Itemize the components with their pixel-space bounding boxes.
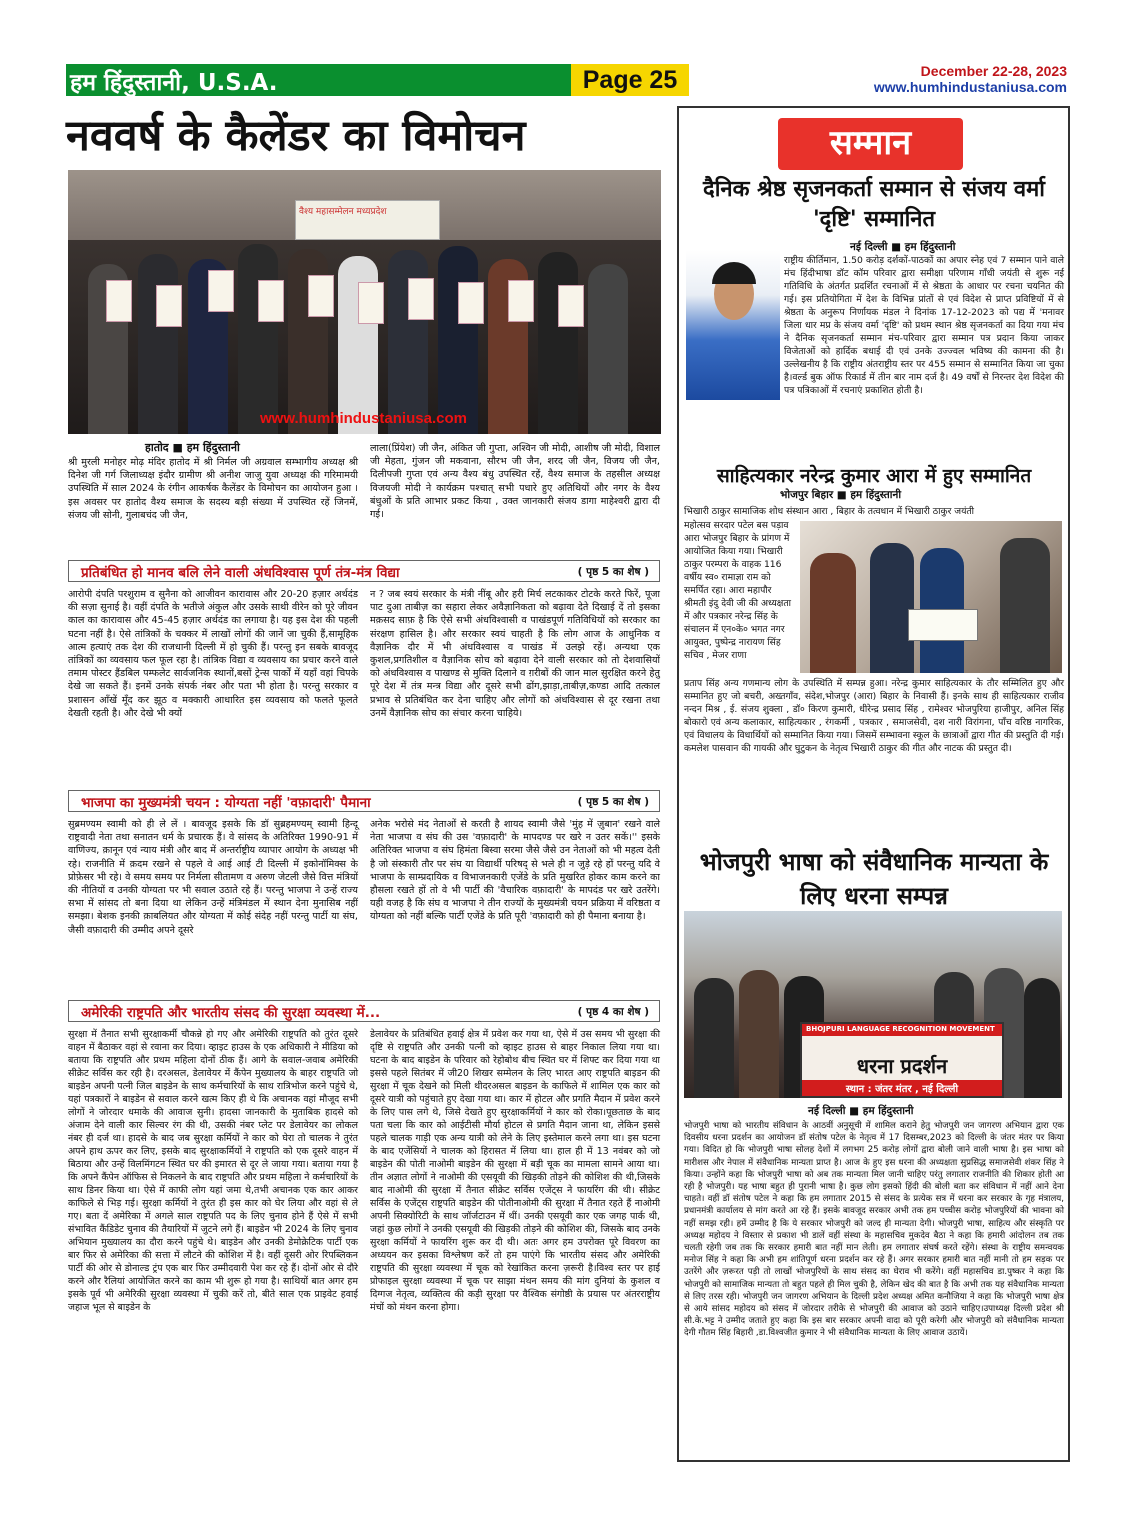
bhojpuri-text: भोजपुरी भाषा को भारतीय संविधान के आठवीं अनुसूची में शामिल कराने हेतु भोजपुरी जन जागरण अभियान द्वारा एक दिवसीय धरना प्रदर्शन का आयोजन डॉ संतोष पटेल के नेतृत्व में 17 दिसम्बर,2023 को दिल्ली के जंतर मंतर पर किया गया। विदित हो कि भोजपुरी भाषा सोलह देशों में लगभग 25 करोड़ लोगों द्वारा बोली जाने वाली भाषा है। इस भाषा को मारीशस और नेपाल में संवैधानिक मान्यता प्राप्त है। आज के हुए इस धरना की अध्यक्षता सुप्रसिद्ध समाजसेवी शंकर सिंह ने किया। उन्होंने कहा कि भोजपुरी भाषा को अब तक मान्यता मिल जानी चाहिए परंतु लगातार राजनीति की शिकार होती आ रही है भोजपुरी। यह भाषा बहुत ही पुरानी भाषा है। कुछ लोग इसको हिंदी की बोली बता कर संविधान में नहीं आने देना चाहते। वहीं डॉ संतोष पटेल ने कहा कि हम लगातार 2015 से संसद के प्रत्येक सत्र में धरना कर सरकार के गृह मंत्रालय, प्रधानमंत्री कार्यालय से मांग करते आ रहे हैं। इसके बावजूद सरकार अभी तक हम पच्चीस करोड़ भोजपुरियों की भावना को नहीं समझ रही। हमें उम्मीद है कि ये सरकार भोजपुरी को जल्द ही मान्यता देगी। भोजपुरी भाषा, साहित्य और संस्कृति पर अध्यक्ष महोदय ने विस्तार से प्रकाश भी डालें वहीं संस्था के महासचिव मुकदेव बैठा ने कहा कि हमारी आंदोलन तब तक चलती रहेगी जब तक कि सरकार हमारी बात नहीं मान लेती। हम लगातार संघर्ष करते रहेंगे। संस्था के राष्ट्रीय समन्वयक मनोज सिंह ने कहा कि अभी हम शांतिपूर्ण धरना प्रदर्शन कर रहे हैं। अगर सरकार हमारी बात नहीं मानी तो हम सड़क पर उतरेंगे और ज़रूरत पड़ी तो लाखों भोजपुरियों के साथ संसद का घेराव भी करेंगे। वहीं महासचिव डा.पुष्कर ने कहा कि भोजपुरी को सामाजिक मान्यता तो बहुत पहले ही मिल चुकी है, लेकिन खेद की बात है कि अभी तक यह संवैधानिक मान्यता से लिए तरस रही। भोजपुरी जन जागरण अभियान के दिल्ली प्रदेश अध्यक्ष अमित कनौजिया ने कहा कि भोजपुरी भाषा क्षेत्र से आये सांसद महोदय को संसद में जोरदार तरीके से भोजपुरी की आवाज को उठाने चाहिए।उपाध्यक्ष दिल्ली प्रदेश श्री सी.के.भट्ट ने उम्मीद जताते हुए कहा कि इस बार सरकार अपनी वादा को पूरी करेगी और भोजपुरी को संवैधानिक मान्यता देगी गौतम सिंह बिहारी ,डा.विश्वजीत कुमार ने भी संवैधानिक मान्यता के लिए आवाज उठायें। (684, 1121, 1064, 1339)
section-text-right: अनेक भरोसे मंद नेताओं से करती है शायद स्वामी जैसे 'मुंह में ज़ुबान' रखने वाले नेता भाजपा व संघ की उस 'वफ़ादारी' के मापदण्ड पर खरे न उतर सकें।'' इसके अतिरिक्त भाजपा व संघ हिमंता बिस्वा सरमा जैसे जैसे उन नेताओं को भी महत्व देती है जो संस्कारी तौर पर संघ या विद्यार्थी परिषद् से भले ही न जुड़े रहे हों परन्तु यदि वे भाजपा के साम्प्रदायिक व विभाजनकारी एजेंडे के प्रति मुखरित होकर काम करने का हौसला रखते हों तो वे भी पार्टी की 'वैचारिक वफ़ादारी' के मापदंड पर खरे उतरेंगे। यही वजह है कि संघ व भाजपा ने तीन राज्यों के मुख्यमंत्री चयन प्रक्रिया में वरिष्ठता व योग्यता को नहीं बल्कि पार्टी एजेंडे के प्रति पूरी 'वफ़ादारी को ही पैमाना बनाया है। (370, 819, 660, 923)
section-text-left: सुब्रमण्यम स्वामी को ही ले लें । बावजूद इसके कि डॉ सुब्रहमण्यम् स्वामी हिन्दू राष्ट्रवादी नेता तथा सनातन धर्म के प्रचारक हैं। वे सांसद के अतिरिक्त 1990-91 में वाणिज्य, क़ानून एवं न्याय मंत्री और बाद में अन्तर्राष्ट्रीय व्यापार आयोग के अध्यक्ष भी रहे। राजनीति में क़दम रखने से पहले वे आई आई टी दिल्ली में इकोनॉमिक्स के प्रोफ़ेसर भी रहे। वे समय समय पर निर्मला सीतामण व अरुण जेटली जैसे वित्त मंत्रियों की नीतियों व उनकी योग्यता पर भी सवाल उठाते रहे हैं। परन्तु भाजपा ने उन्हें राज्य सभा में सांसद तो बना दिया था लेकिन उन्हें मंत्रिमंडल में स्थान देना मुनासिब नहीं समझा। बेशक इनकी क़ाबलियत और योग्यता में कोई संदेह नहीं परन्तु पार्टी या संघ, जैसी वफ़ादारी की उम्मीद अपने दूसरे (68, 819, 358, 936)
samman-text: राष्ट्रीय कीर्तिमान, 1.50 करोड़ दर्शकों-पाठकों का अपार स्नेह एवं 7 सम्मान पाने वाले मंच हिंदीभाषा डॉट कॉम परिवार द्वारा समीक्षा परिणाम गाँधी जयंती से शुरू नई गतिविधि के अंतर्गत प्रदर्शित रचनाओं में से श्रेष्ठता के आधार पर रचना चयनित की गई। इस प्रतियोगिता में देश के विभिन्न प्रांतों से एवं विदेश से प्राप्त प्रविष्टियों में से श्रेष्ठता के अनुरूप निर्णायक मंडल ने दिनांक 17-12-2023 को पद्य में 'मनावर जिला धार मप्र के संजय वर्मा 'दृष्टि' को प्रथम स्थान श्रेष्ठ सृजनकर्ता का दिया गया मंच ने दैनिक सृजनकर्ता सम्मान मंच-परिवार द्वारा सम्मान पत्र प्रदान किया जाकर विजेताओं को हार्दिक बधाई दी एवं उनके उज्ज्वल भविष्य की कामना की है।उल्लेखनीय है कि राष्ट्रीय अंतराष्ट्रीय स्तर पर 455 सम्मान से सम्मानित किया जा चुका है।वर्ल्ड बुक ऑफ रिकार्ड में तीन बार नाम दर्ज है। 49 वर्षों से निरन्तर देश विदेश की पत्र पत्रिकाओं में रचनाएं प्रकाशित होती है। (784, 255, 1064, 396)
section-title: प्रतिबंधित हो मानव बलि लेने वाली अंधविश्वास पूर्ण तंत्र-मंत्र विद्या (81, 565, 400, 581)
section-text-right: न ? जब स्वयं सरकार के मंत्री नींबू और हरी मिर्च लटकाकर टोटके करते फिरें, पूजा पाट दुआ ताबीज़ का सहारा लेकर अवैज्ञानिकता को बढ़ावा देते दिखाई दें तो इसका मक़सद साफ़ है कि ऐसे सभी अंधविश्वासी व पाखंडपूर्ण गतिविधियों को सरकार का संरक्षण हासिल है। और सरकार स्वयं चाहती है कि लोग आज के आधुनिक व वैज्ञानिक दौर में भी अंधविश्वास व पाखंड में उलझे रहें। अन्यथा एक कुशल,प्रगतिशील व वैज्ञानिक सोच को बढ़ावा देने वाली सरकार को तो देशवासियों को अंधविश्वास व पाखण्ड से मुक्ति दिलाने व ग़रीबों की जान माल सुरक्षित करने हेतु पूरे देश में तंत्र मन्त्र विद्या और दूसरे सभी ढोंग,झाड़ा,ताबीज़,कण्डा आदि तत्काल प्रभाव से प्रतिबंधित कर देना चाहिए और लोगों को अंधविश्वास से दूर रखना तथा उनमें वैज्ञानिक सोच का संचार करना चाहिये। (370, 589, 660, 719)
narendra-text-side: महोत्सव सरदार पटेल बस पड़ाव आरा भोजपुर बिहार के प्रांगण में आयोजित किया गया। भिखारी ठाकुर परम्परा के वाहक 116 वर्षीय स्व० रामाज्ञा राम को समर्पित रहा। आरा महापौर श्रीमती इंदु देवी जी की अध्यक्षता में और पत्रकार नरेन्द्र सिंह के संचालन में एन०के० भगत नगर आयुक्त, पुष्पेन्द्र नारायण सिंह सचिव , मेजर राणा (684, 520, 791, 661)
dharna-banner-main: धरना प्रदर्शन (856, 1054, 948, 1078)
section-header (68, 1000, 660, 1022)
narendra-text-top: भिखारी ठाकुर सामाजिक शोध संस्थान आरा , बिहार के तत्वधान में भिखारी ठाकुर जयंती (684, 506, 975, 517)
section-header (68, 790, 660, 812)
section-continued: ( पृष्ठ 5 का शेष ) (577, 796, 649, 808)
section-text-left: सुरक्षा में तैनात सभी सुरक्षाकर्मी चौकन्ने हो गए और अमेरिकी राष्ट्रपति को तुरंत दूसरे वाहन में बैठाकर वहां से रवाना कर दिया। व्हाइट हाउस के एक अधिकारी ने मीडिया को बताया कि राष्ट्रपति और प्रथम महिला दोनों ठीक हैं। आगे के सवाल-जवाब अमेरिकी सीक्रेट सर्विस कर रही है। दरअसल, डेलावेयर में कैंपेन मुख्यालय के बाहर राष्ट्रपति जो बाइडेन अपनी पत्नी जिल बाइडेन के साथ कर्मचारियों के साथ रात्रिभोज करने पहुंचे थे, यहां पत्रकारों ने बाइडेन से सवाल करने खत्म किए ही थे कि अचानक वहां मौजूद सभी लोगों ने जोरदार धमाके की आवाज सुनी। हादसा जानकारी के मुताबिक हादसे को अंजाम देने वाली कार सिल्वर रंग की थी, उसकी नंबर प्लेट पर डेलावेयर का लोकल नंबर ही दर्ज था। हादसे के बाद जब सुरक्षा कर्मियों ने कार को घेरा तो चालक ने तुरंत अपने हाथ ऊपर कर लिए, इसके बाद सुरक्षाकर्मियों ने राष्ट्रपति को एक दूसरे वाहन में बिठाया और उन्हें विलमिंगटन स्थित घर की इमारत से दूर ले जाया गया। बताया गया है कि अपने कैंपेन ऑफिस से निकलने के बाद राष्ट्रपति और प्रथम महिला ने कर्मचारियों के साथ डिनर किया था। ऐसे में काफी लोग यहां जमा थे,तभी अचानक एक कार आकर काफिले से भिड़ गई। सुरक्षा कर्मियों ने तुरंत ही इस कार को घेर लिया और वहां से ले गए। बता दें अमेरिका में अगले साल राष्ट्रपति पद के लिए चुनाव होने हैं ऐसे में सभी संभावित कैंडिडेट चुनाव की तैयारियों में जुटने लगे हैं। बाइडेन भी 2024 के लिए चुनाव अभियान मुख्यालय का दौरा करने पहुंचे थे। बाइडेन और उनकी डेमोक्रेटिक पार्टी एक बार फिर से अमेरिका की सत्ता में लौटने की कोशिश में है। वहीं दूसरी ओर रिपब्लिकन पार्टी की ओर से डोनाल्ड ट्रंप एक बार फिर उम्मीदवारी पेश कर रहे हैं। दोनों ओर से दौरे करने और रैलियां आयोजित करने का काम भी शुरू हो गया है। साथियों बात अगर हम इसके पूर्व भी अमेरिकी सुरक्षा व्यवस्था में चुकी करें तो, बीते साल एक प्राइवेट हवाई जहाज भूल से बाइडेन के (68, 1029, 358, 1313)
narendra-credit: भोजपुर बिहार ■ हम हिंदुस्तानी (780, 489, 902, 501)
section-continued: ( पृष्ठ 4 का शेष ) (577, 1006, 649, 1018)
section-title: अमेरिकी राष्ट्रपति और भारतीय संसद की सुरक्षा व्यवस्था में... (81, 1005, 381, 1021)
samman-credit: नई दिल्ली ■ हम हिंदुस्तानी (850, 241, 956, 253)
dharna-banner-place: स्थान : जंतर मंतर , नई दिल्ली (845, 1084, 959, 1095)
page-number: Page 25 (568, 64, 689, 96)
bhojpuri-credit: नई दिल्ली ■ हम हिंदुस्तानी (808, 1105, 914, 1117)
dharna-banner-top: BHOJPURI LANGUAGE RECOGNITION MOVEMENT (806, 1025, 995, 1033)
story-text-left: श्री मुरली मनोहर मोढ़ मंदिर हातोद में श्री निर्मल जी अग्रवाल सम्भागीय अध्यक्ष श्री दिनेश जी गर्ग जिलाध्यक्ष इंदौर ग्रामीण श्री अनीश जाजु युवा अध्यक्ष की गरिमामयी उपस्थिति में साल 2024 के रंगीन आकर्षक कैलेंडर के विमोचन का आयोजन हुआ । इस अवसर पर हातोद वैश्य समाज के सदस्य बड़ी संख्या में उपस्थित रहें जिनमें, संजय जी सोनी, गुलाबचंद जी जैन, (68, 457, 358, 521)
masthead-title: हम हिंदुस्तानी, U.S.A. (70, 70, 278, 96)
section-title: भाजपा का मुख्यमंत्री चयन : योग्यता नहीं 'वफ़ादारी' पैमाना (81, 795, 371, 811)
website-link[interactable]: www.humhindustaniusa.com (873, 79, 1067, 95)
narendra-headline: साहित्यकार नरेन्द्र कुमार आरा में हुए सम्मानित (716, 465, 1032, 487)
main-headline: नववर्ष के कैलेंडर का विमोचन (66, 111, 526, 161)
samman-badge: सम्मान (778, 118, 963, 170)
narendra-text-bottom: प्रताप सिंह अन्य गणमान्य लोग के उपस्थिति में सम्पन्न हुआ। नरेन्द्र कुमार साहित्यकार के तौर सम्मिलित हुए और सम्मानित हुए जो बचरी, अख्तगाँव, संदेश,भोजपुर (आरा) बिहार के निवासी हैं। इनके साथ ही साहित्यकार राजीव नन्दन मिश्र , ई. संजय शुक्ला , डॉ० किरण कुमारी, धीरेन्द्र प्रसाद सिंह , रामेश्वर भोजपुरिया हाजीपुर, अनिल सिंह बोकारो एवं अन्य कलाकार, साहित्यकार , रंगकर्मी , पत्रकार , समाजसेवी, दश नारी विरांगना, पाँच वरिष्ठ नागरिक, एवं विधालय के विधार्थियों को सम्मानित किया गया। जिसमें सम्भावना स्कूल के छात्राओं द्वारा गीत की प्रस्तुति दी गई। कमलेश पासवान की गायकी और घुटुकन के नेतृत्व भिखारी ठाकुर की गीत और नाटक की प्रस्तुत दी। (684, 678, 1064, 754)
section-text-left: आरोपी दंपति परशुराम व सुनैना को आजीवन कारावास और 20-20 हज़ार अर्थदंड की सज़ा सुनाई है। वहीं दंपति के भतीजे अंकुल और उसके साथी वीरेन को पूरे जीवन काल का कारावास और 45-45 हज़ार अर्थदंड का लगाया है। यह इस देश की पहली घटना नहीं है। ऐसे तांत्रिकों के चक्कर में लाखों लोगों की जानें जा चुकी हैं,सामूहिक आत्म हत्याएं तक देश की राजधानी दिल्ली में हो चुकी हैं। परन्तु इन सबके बावजूद तांत्रिकों का व्यवसाय फल फूल रहा है। तांत्रिक विद्या व व्यवसाय का प्रचार करने वाले तमाम पोस्टर हैंडबिल पम्फलेट सार्वजनिक स्थानों,बसों ट्रेन्स पार्कों में यहाँ वहां चिपके देखे जा सकते हैं। इनमें उनके संपर्क नंबर और पता भी होता है। परन्तु सरकार व प्रशासन आँखें मूँद कर झूठ व मक्कारी आधारित इस व्यवसाय को फलते फूलते देखती रहती है। और देखे भी क्यों (68, 589, 358, 719)
photo-watermark: www.humhindustaniusa.com (260, 410, 467, 427)
bhojpuri-headline: भोजपुरी भाषा को संवैधानिक मान्यता के लिए धरना सम्पन्न (699, 848, 1049, 910)
story-text-right: लाला(प्रिंयेश) जी जैन, अंकित जी गुप्ता, अश्विन जी मोदी, आशीष जी मोदी, विशाल जी मेहता, गुंजन जी मकवाना, सौरभ जी जैन, शरद जी जैन, विजय जी जैन, दिलीपजी गुप्ता एवं अन्य वैश्य बंधु उपस्थित रहें, वैश्य समाज के तहसील अध्यक्ष विजयजी मोदी ने कार्यक्रम पश्चात् सभी पधारे हुए अतिथियों और नगर के वैश्य बंधुओं के प्रति आभार प्रकट किया , उक्त जानकारी संजय डागा माहेश्वरी द्वारा दी गई। (370, 443, 660, 521)
photo-banner: वैश्य महासम्मेलन मध्यप्रदेश (295, 200, 440, 240)
award-photo (800, 521, 1062, 673)
section-text-right: डेलावेयर के प्रतिबंधित हवाई क्षेत्र में प्रवेश कर गया था, ऐसे में उस समय भी सुरक्षा की दृष्टि से राष्ट्रपति और उनकी पत्नी को व्हाइट हाउस से बाहर निकाल लिया गया था। घटना के बाद बाइडेन के परिवार को रेहोबोथ बीच स्थित घर में शिफ्ट कर दिया गया था इससे पहले सितंबर में जी20 शिखर सम्मेलन के लिए भारत आए राष्ट्रपति बाइडन की सुरक्षा में चूक देखने को मिली थीदरअसल बाइडन के काफिले में शामिल एक कार को दूसरे यात्री को पहुंचाते हुए देखा गया था। कार में होटल और प्रगति मैदान में प्रवेश करने के लिए पास लगे थे, जिसे देखते हुए सुरक्षाकर्मियों ने कार को रोका।पूछताछ के बाद पता चला कि कार को आईटीसी मौर्या होटल से प्रगति मैदान जाना था, लेकिन इससे पहले चालक गाड़ी एक अन्य यात्री को लेने के लिए इस्तेमाल करने लगा था। इस घटना के बाद एजेंसियों ने चालक को हिरासत में लिया था। हाल ही में 13 नवंबर को जो बाइडेन की पोती नाओमी बाइडेन की सुरक्षा में बड़ी चूक का मामला सामने आया था। तीन अज्ञात लोगों ने नाओमी की एसयूवी की खिड़की तोड़ने की कोशिश की थी,जिसके बाद नाओमी की सुरक्षा में तैनात सीक्रेट सर्विस एजेंट्स ने फायरिंग की थी। सीक्रेट सर्विस के एजेंट्स राष्ट्रपति बाइडेन की पोतीनाओमी की सुरक्षा में तैनात रहते हैं नाओमी अपनी सिक्योरिटी के साथ जॉर्जटाउन में थीं। उनकी एसयूवी कार एक जगह पार्क थी, जहां कुछ लोगों ने उनकी एसयूवी की खिड़की तोड़ने की कोशिश की, जिसके बाद उनके सुरक्षा कर्मियों ने फायरिंग शुरू कर दी थी। अतः अगर हम उपरोक्त पूरे विवरण का अध्ययन कर इसका विश्लेषण करें तो हम पाएंगे कि भारतीय संसद और अमेरिकी राष्ट्रपति की सुरक्षा व्यवस्था में चूक को रेखांकित करना ज़रूरी है।विश्व स्तर पर हाई प्रोफाइल सुरक्षा व्यवस्था में चूक पर साझा मंथन समय की मांग दुनियां के कुशल व दिग्गज नेतृत्व, व्यक्तित्व की कड़ी सुरक्षा पर वैश्विक संगोष्ठी के प्रयास पर अंतरराष्ट्रीय मंचों को मंथन करना होगा। (370, 1029, 660, 1313)
section-header (68, 560, 660, 582)
section-continued: ( पृष्ठ 5 का शेष ) (577, 566, 649, 578)
story-credit: हातोद ■ हम हिंदुस्तानी (145, 441, 240, 454)
author-portrait (686, 250, 780, 400)
issue-date: December 22-28, 2023 (920, 63, 1067, 79)
samman-headline: दैनिक श्रेष्ठ सृजनकर्ता सम्मान से संजय वर्मा 'दृष्टि' सम्मानित (703, 177, 1045, 232)
dharna-banner (800, 1022, 1004, 1098)
